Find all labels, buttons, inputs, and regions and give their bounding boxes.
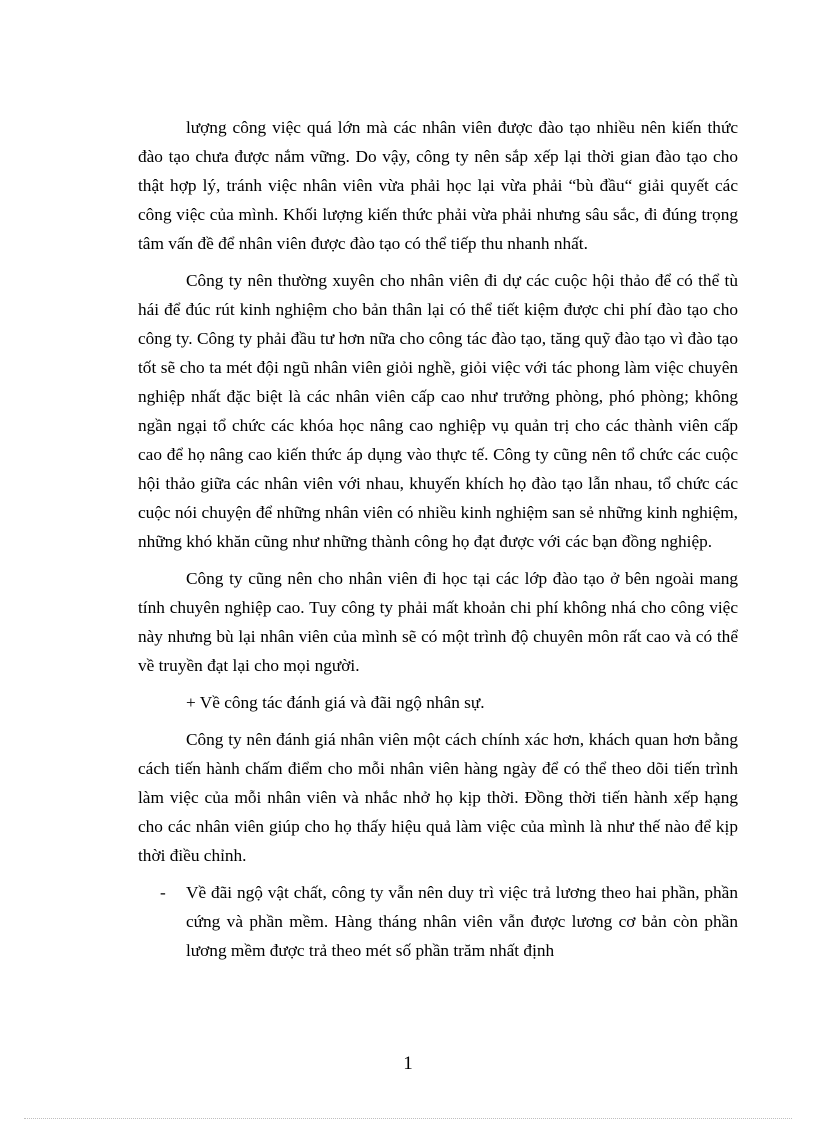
section-heading-evaluation: + Về công tác đánh giá và đãi ngộ nhân sự. — [186, 693, 485, 712]
list-item-text: Về đãi ngộ vật chất, công ty vẫn nên duy trì việc trả lương theo hai phần, phần cứng và phần mềm. Hàng tháng nhân viên vẫn được lương cơ bản còn phần lương mềm được trả theo mét số phần trăm nhất định — [186, 883, 738, 960]
paragraph-training-time: lượng công việc quá lớn mà các nhân viên được đào tạo nhiều nên kiến thức đào tạo chưa được nắm vững. Do vậy, công ty nên sắp xếp lại thời gian đào tạo cho thật hợp lý, tránh việc nhân viên vừa phải học lại vừa phải “bù đầu“ giải quyết các công việc của mình. Khối lượng kiến thức phải vừa phải nhưng sâu sắc, đi đúng trọng tâm vấn đề để nhân viên được đào tạo có thể tiếp thu nhanh nhất. — [138, 118, 738, 253]
page-number: 1 — [403, 1053, 413, 1074]
paragraph-seminars: Công ty nên thường xuyên cho nhân viên đi dự các cuộc hội thảo để có thể tù hái để đúc rút kinh nghiệm cho bản thân lại có thể tiết kiệm được chi phí đào tạo cho công ty. Công ty phải đầu tư hơn nữa cho công tác đào tạo, tăng quỹ đào tạo vì đào tạo tốt sẽ cho ta mét đội ngũ nhân viên giỏi nghề, giỏi việc với tác phong làm việc chuyên nghiệp nhất đặc biệt là các nhân viên cấp cao như trưởng phòng, phó phòng; không ngần ngại tổ chức các khóa học nâng cao nghiệp vụ quản trị cho các thành viên cấp cao để họ nâng cao kiến thức áp dụng vào thực tế. Công ty cũng nên tổ chức các cuộc hội thảo giữa các nhân viên với nhau, khuyến khích họ đào tạo lẫn nhau, tổ chức các cuộc nói chuyện để những nhân viên có nhiều kinh nghiệm san sẻ những kinh nghiệm, những khó khăn cũng như những thành công họ đạt được với các bạn đồng nghiệp. — [138, 271, 738, 551]
paragraph-external-training: Công ty cũng nên cho nhân viên đi học tại các lớp đào tạo ở bên ngoài mang tính chuyên nghiệp cao. Tuy công ty phải mất khoản chi phí không nhá cho công việc này nhưng bù lại nhân viên của mình sẽ có một trình độ chuyên môn rất cao và có thể về truyền đạt lại cho mọi người. — [138, 569, 738, 675]
paragraph-evaluation: Công ty nên đánh giá nhân viên một cách chính xác hơn, khách quan hơn bằng cách tiến hành chấm điểm cho mỗi nhân viên hàng ngày để có thể theo dõi tiến trình làm việc của mỗi nhân viên và nhắc nhở họ kịp thời. Đồng thời tiến hành xếp hạng cho các nhân viên giúp cho họ thấy hiệu quả làm việc của mình là như thế nào để kịp thời điều chỉnh. — [138, 730, 738, 865]
footer-divider — [24, 1118, 792, 1119]
list-item-compensation — [138, 878, 738, 965]
body-text — [138, 113, 738, 965]
dash-bullet: - — [160, 883, 166, 902]
